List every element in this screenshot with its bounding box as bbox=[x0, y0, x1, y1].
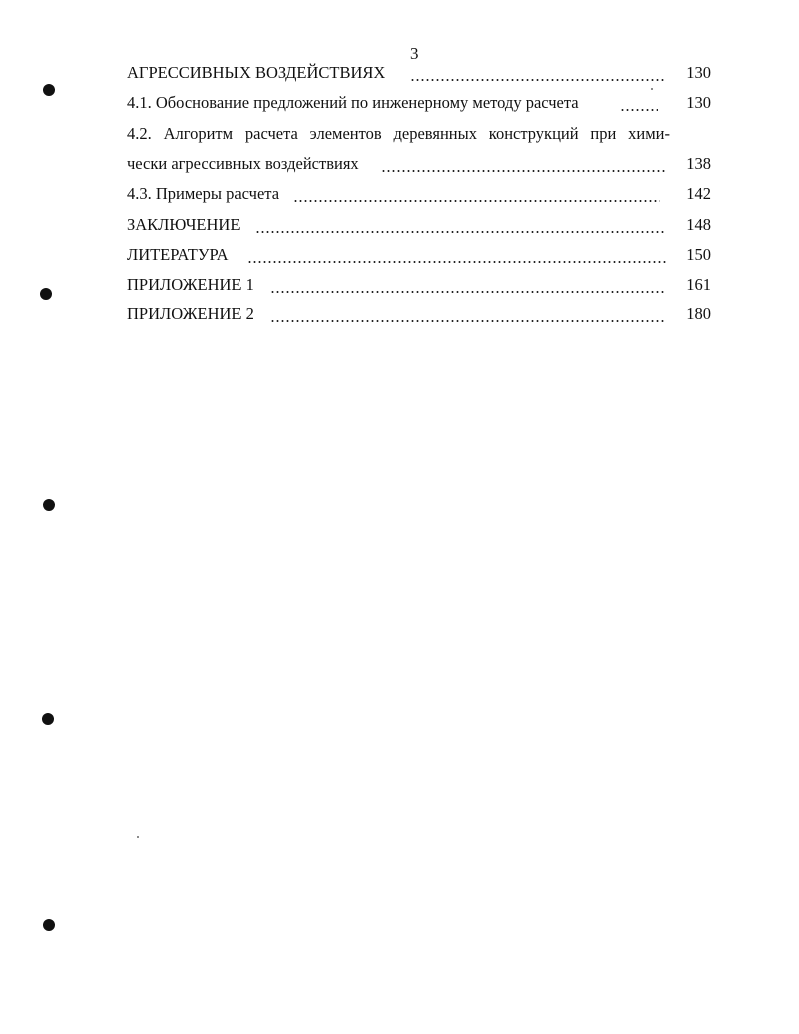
toc-entry-page: 142 bbox=[686, 184, 711, 203]
toc-entry-page: 150 bbox=[686, 245, 711, 264]
punch-hole bbox=[40, 288, 52, 300]
toc-entry bbox=[127, 244, 711, 266]
toc-entry-title-line-2: чески агрессивных воздействиях bbox=[127, 154, 359, 173]
toc-entry-page: 138 bbox=[686, 154, 711, 173]
scan-speck bbox=[651, 88, 653, 90]
toc-entry-page: 148 bbox=[686, 215, 711, 234]
toc-entry-page: 161 bbox=[686, 275, 711, 294]
toc-entry bbox=[127, 214, 711, 236]
toc-leader-dots bbox=[255, 231, 665, 233]
toc-entry-title: ПРИЛОЖЕНИЕ 2 bbox=[127, 304, 254, 323]
toc-leader-dots bbox=[620, 109, 658, 111]
toc-entry bbox=[127, 303, 711, 325]
toc-entry-title: ЛИТЕРАТУРА bbox=[127, 245, 229, 264]
toc-leader-dots bbox=[270, 291, 666, 293]
toc-entry-page: 130 bbox=[686, 93, 711, 112]
toc-leader-dots bbox=[247, 261, 667, 263]
punch-hole bbox=[43, 84, 55, 96]
page-number: 3 bbox=[410, 44, 419, 63]
scan-speck bbox=[137, 836, 139, 838]
toc-entry-title-line-1: 4.2. Алгоритм расчета элементов деревянных конструкций при хими- bbox=[127, 124, 670, 143]
toc-entry bbox=[127, 274, 711, 296]
punch-hole bbox=[43, 499, 55, 511]
toc-entry-title: 4.3. Примеры расчета bbox=[127, 184, 280, 203]
toc-leader-dots bbox=[293, 200, 660, 202]
toc-entry-title: ПРИЛОЖЕНИЕ 1 bbox=[127, 275, 254, 294]
toc-entry-title: ЗАКЛЮЧЕНИЕ bbox=[127, 215, 241, 234]
toc-entry-page: 180 bbox=[686, 304, 711, 323]
punch-hole bbox=[43, 919, 55, 931]
toc-entry bbox=[127, 153, 711, 175]
toc-entry bbox=[127, 183, 711, 205]
toc-entry bbox=[127, 92, 711, 114]
punch-hole bbox=[42, 713, 54, 725]
toc-leader-dots bbox=[270, 320, 666, 322]
toc-entry-title: АГРЕССИВНЫХ ВОЗДЕЙСТВИЯХ bbox=[127, 63, 386, 82]
toc-entry-page: 130 bbox=[686, 63, 711, 82]
toc-entry-first-line bbox=[127, 123, 711, 145]
toc-entry-title: 4.1. Обоснование предложений по инженерному методу расчета bbox=[127, 93, 579, 112]
toc-leader-dots bbox=[410, 79, 666, 81]
toc-entry bbox=[127, 62, 711, 84]
toc-leader-dots bbox=[381, 170, 666, 172]
